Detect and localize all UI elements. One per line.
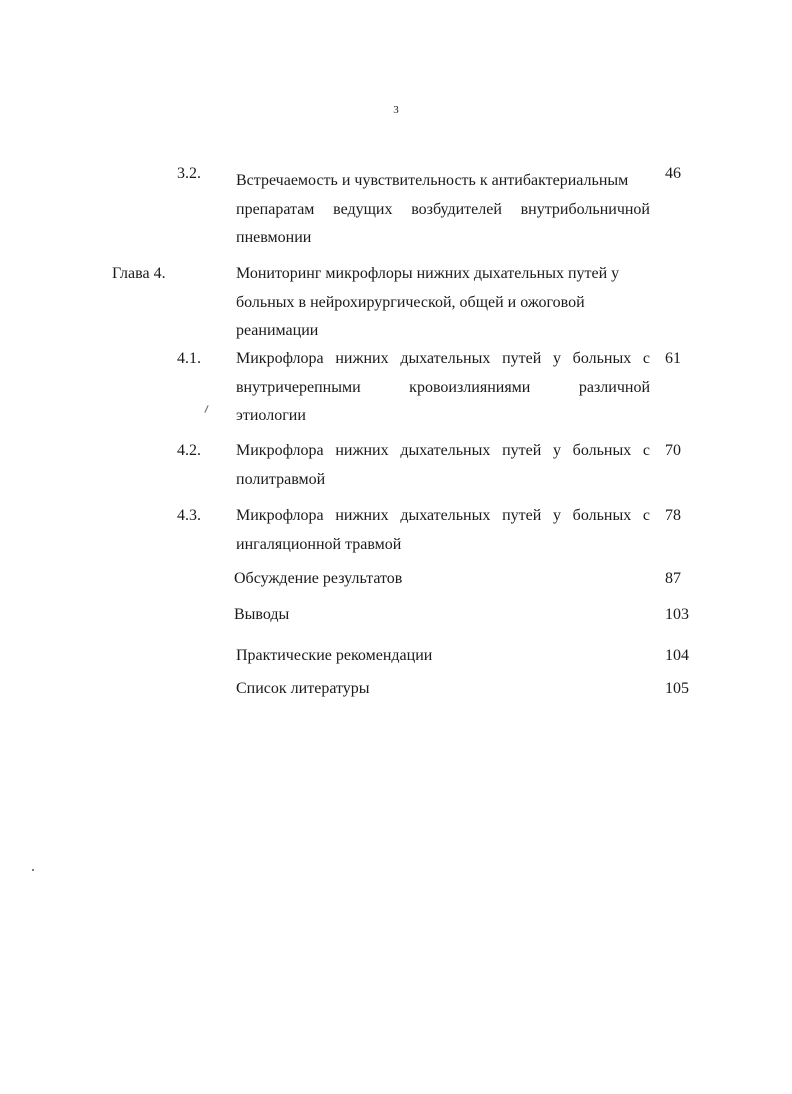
toc-title-line: политравмой: [236, 470, 326, 488]
toc-page-number: 78: [665, 507, 681, 524]
toc-entry-title: [234, 601, 648, 630]
toc-title-line: внутричерепными кровоизлияниями различной: [236, 378, 650, 396]
toc-page-number: 46: [665, 165, 681, 182]
toc-page-number: 70: [665, 442, 681, 459]
toc-title-line: Встречаемость и чувствительность к антибактериальным: [236, 172, 629, 189]
toc-title-line: больных в нейрохирургической, общей и ожоговой: [236, 293, 585, 311]
toc-title-line: пневмонии: [236, 229, 312, 246]
toc-page-number: 87: [665, 570, 681, 587]
toc-title-line: Практические рекомендации: [236, 647, 433, 664]
toc-title-line: Список литературы: [236, 680, 370, 697]
toc-entry-title: [236, 642, 650, 671]
toc-page-number: 105: [665, 680, 689, 697]
scan-speck: [32, 869, 34, 871]
toc-entry-label: 3.2.: [177, 165, 201, 182]
toc-title-line: Обсуждение результатов: [234, 570, 403, 587]
toc-entry-title: [236, 675, 650, 704]
toc-title-line: ингаляционной травмой: [236, 535, 402, 553]
page-number: 3: [393, 104, 399, 116]
toc-page-number: 104: [665, 647, 689, 664]
toc-chapter-label: Глава 4.: [112, 265, 166, 282]
toc-title-line: Микрофлора нижних дыхательных путей у больных с: [236, 350, 650, 367]
toc-title-line: Мониторинг микрофлоры нижних дыхательных путей у: [236, 265, 620, 282]
toc-title-line: Микрофлора нижних дыхательных путей у больных с: [236, 442, 650, 459]
toc-entry-label: 4.1.: [177, 350, 201, 367]
toc-entry-title: [236, 502, 650, 559]
toc-title-line: этиологии: [236, 407, 306, 424]
toc-entry-title: [234, 565, 648, 594]
toc-entry-title: [236, 437, 650, 494]
toc-page-number: 61: [665, 350, 681, 367]
toc-title-line: Выводы: [234, 606, 290, 623]
toc-title-line: реанимации: [236, 322, 319, 339]
toc-title-line: Микрофлора нижних дыхательных путей у больных с: [236, 507, 650, 524]
toc-chapter-title: [236, 260, 650, 346]
toc-title-line: препаратам ведущих возбудителей внутрибольничной: [236, 200, 650, 218]
toc-entry-title: [236, 167, 650, 253]
stray-mark: [204, 405, 208, 413]
toc-entry-label: 4.3.: [177, 507, 201, 524]
toc-entry-label: 4.2.: [177, 442, 201, 459]
toc-entry-title: [236, 345, 650, 431]
toc-page-number: 103: [665, 606, 689, 623]
